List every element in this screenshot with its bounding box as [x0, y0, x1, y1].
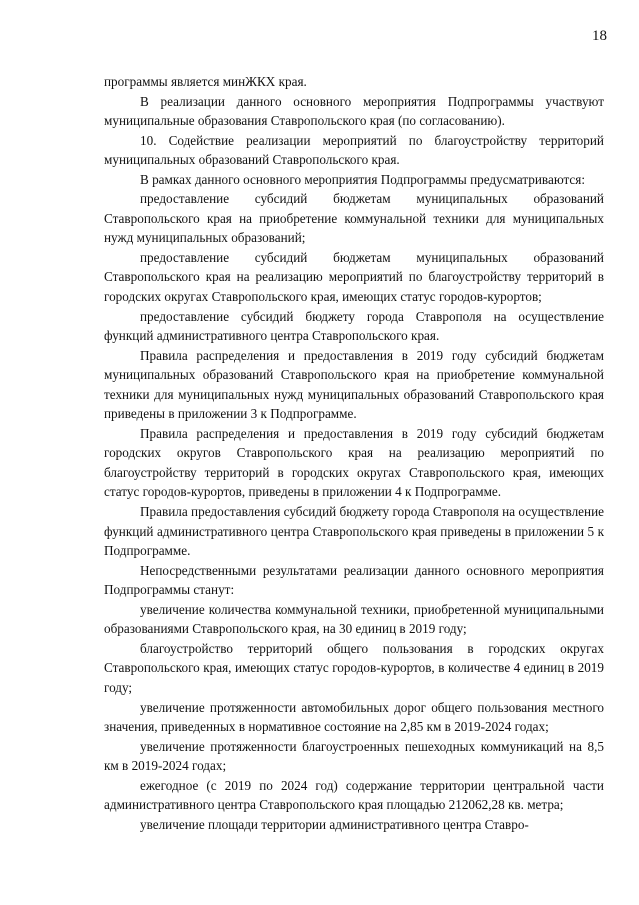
paragraph: благоустройство территорий общего пользования в городских округах Ставропольского края, имеющих статус городов-курортов, в количестве 4 единиц в 2019 году;: [104, 640, 604, 695]
paragraph: предоставление субсидий бюджетам муниципальных образований Ставропольского края на приобретение коммунальной техники для муниципальных нужд муниципальных образований;: [104, 191, 604, 246]
paragraph: ежегодное (с 2019 по 2024 год) содержание территории центральной части административного центра Ставропольского края площадью 212062,28 кв. метра;: [104, 777, 604, 813]
paragraph: 10. Содействие реализации мероприятий по благоустройству территорий муниципальных образований Ставропольского края.: [104, 132, 604, 168]
paragraph: Правила предоставления субсидий бюджету города Ставрополя на осуществление функций административного центра Ставропольского края приведены в приложении 5 к Подпрограмме.: [104, 504, 604, 559]
paragraph: увеличение площади территории административного центра Ставро-: [140, 816, 529, 832]
paragraph: предоставление субсидий бюджетам муниципальных образований Ставропольского края на реализацию мероприятий по благоустройству территорий в городских округах Ставропольского края, имеющих статус городов-курортов;: [104, 249, 604, 305]
paragraph: увеличение количества коммунальной техники, приобретенной муниципальными образованиями Ставропольского края, на 30 единиц в 2019 году;: [104, 601, 604, 637]
document-body: [104, 72, 604, 834]
paragraph: Правила распределения и предоставления в 2019 году субсидий бюджетам городских округов Ставропольского края на реализацию мероприятий по благоустройству территорий в городских округах Ставропольского края, имеющих статус городов-курортов, приведены в приложении 4 к Подпрограмме.: [104, 425, 604, 500]
paragraph: В рамках данного основного мероприятия Подпрограммы предусматриваются:: [140, 171, 586, 187]
paragraph: предоставление субсидий бюджету города Ставрополя на осуществление функций административного центра Ставропольского края.: [104, 308, 604, 344]
paragraph: Правила распределения и предоставления в 2019 году субсидий бюджетам муниципальных образований Ставропольского края на приобретение коммунальной техники для муниципальных нужд муниципальных образований Ставропольского края приведены в приложении 3 к Подпрограмме.: [104, 347, 604, 422]
paragraph: увеличение протяженности благоустроенных пешеходных коммуникаций на 8,5 км в 2019-2024 годах;: [104, 738, 604, 774]
paragraph: Непосредственными результатами реализации данного основного мероприятия Подпрограммы станут:: [104, 562, 604, 598]
paragraph: программы является минЖКХ края.: [104, 74, 307, 89]
paragraph: В реализации данного основного мероприятия Подпрограммы участвуют муниципальные образования Ставропольского края (по согласованию).: [104, 93, 604, 129]
page-number: 18: [592, 28, 607, 44]
paragraph: увеличение протяженности автомобильных дорог общего пользования местного значения, приведенных в нормативное состояние на 2,85 км в 2019-2024 годах;: [104, 699, 604, 735]
